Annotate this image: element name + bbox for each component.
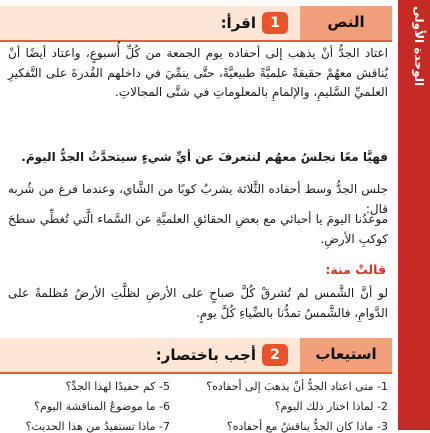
section-read-number-badge: 1 — [262, 12, 288, 34]
question-7: 7- ماذا تستفيدُ من هذا الحديث؟ — [25, 420, 170, 433]
question-6: 6- ما موضوعُ المناقشة اليوم؟ — [34, 400, 170, 413]
paragraph-grandfather-sat: جلس الجدُّ وسط أحفاده الثَّلاثة يشربُ كوبًا من الشَّاي، وعندما فرغ من شُربه قال: — [8, 182, 388, 216]
section-comprehension-divider — [0, 372, 392, 374]
section-comprehension-number-badge: 2 — [262, 344, 288, 366]
section-read-instruction-area — [0, 6, 300, 40]
unit-side-strip — [398, 0, 430, 430]
question-3: 3- ماذا كان الجدُّ يناقشُ مع أحفاده؟ — [226, 420, 388, 433]
section-comprehension-title: استيعاب — [315, 345, 377, 363]
section-read-instruction — [221, 12, 288, 34]
section-read-divider — [0, 40, 392, 42]
section-read-header — [0, 6, 392, 40]
paragraph-intro: اعتاد الجدُّ أنْ يذهب إلى أحفاده يوم الجمعة من كُلِّ أُسبوعٍ، واعتاد أيضًا أنْ يُناقش معهُمْ حقيقةً علميَّةً طبيعيَّةً، حتَّى ينمِّيَ في داخلهم القُدرةَ على التَّفكيرِ العلميِّ السَّليمِ، والإلمامِ بالمعلوماتِ في شتَّى المجالاتِ. — [8, 46, 388, 99]
section-comprehension-instruction — [156, 344, 288, 366]
question-1: 1- متى اعتاد الجدُّ أنْ يذهبَ إلى أحفاده؟ — [206, 380, 388, 393]
section-read-title-area — [300, 6, 392, 40]
paragraph-sun: لو أنَّ الشَّمس لم تُشرقْ كُلَّ صباحٍ على الأرضِ لظلَّتِ الأرضُ مُظلمةً على الدَّوامِ، فالشَّمسُ تمدُّنا بالضِّياءِ كُلَّ يومٍ. — [8, 286, 388, 320]
paragraph-invite: فهيَّا معًا نجلسُ معهُم لنتعرفَ عن أيِّ شيءٍ سيتحدَّثُ الجدُّ اليومَ. — [21, 150, 388, 164]
question-5: 5- كم حفيدًا لهذا الجدِّ؟ — [65, 380, 170, 393]
speaker-label: قالتْ منة: — [325, 262, 386, 277]
section-read-instruction-text: اقرأ: — [220, 14, 256, 32]
unit-label: الوحدة الأولى — [412, 6, 426, 87]
section-comprehension-instruction-text: أجب باختصار: — [155, 346, 256, 364]
section-read-title: النص — [327, 13, 365, 31]
section-comprehension-header — [0, 338, 392, 372]
question-2: 2- لماذا اختار ذلك اليوم؟ — [274, 400, 388, 413]
section-comprehension-instruction-area — [0, 338, 300, 372]
section-comprehension-title-area — [300, 338, 392, 372]
paragraph-appointment: موعدُنا اليومَ يا أحبائي مع بعضِ الحقائقِ العلميَّةِ عن السَّماء الَّتي تُغطِّي سطحَ كوكبِ الأرضِ. — [8, 212, 388, 246]
